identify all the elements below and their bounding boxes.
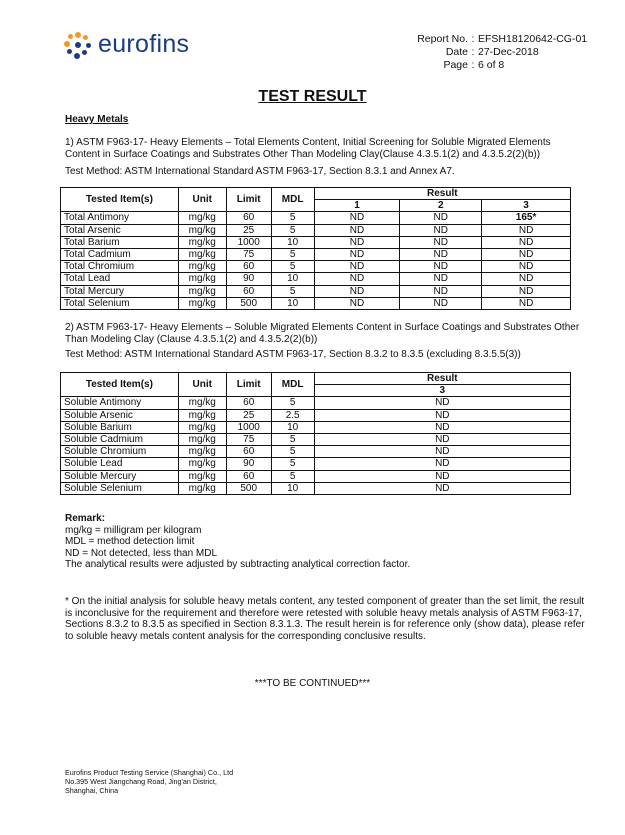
cell-item: Soluble Barium bbox=[61, 421, 179, 433]
col-header-result: Result bbox=[314, 373, 570, 385]
cell-limit: 60 bbox=[226, 397, 271, 409]
cell-item: Soluble Antimony bbox=[61, 397, 179, 409]
cell-item: Total Barium bbox=[61, 236, 179, 248]
col-header-item: Tested Item(s) bbox=[61, 373, 179, 397]
cell-unit: mg/kg bbox=[178, 409, 226, 421]
cell-limit: 90 bbox=[226, 273, 271, 285]
total-elements-table bbox=[60, 187, 571, 310]
continued-text: ***TO BE CONTINUED*** bbox=[254, 678, 371, 689]
table-row bbox=[61, 458, 571, 470]
report-date-value: 27-Dec-2018 bbox=[478, 46, 539, 58]
cell-mdl: 10 bbox=[271, 236, 314, 248]
footnote: * On the initial analysis for soluble heavy metals content, any tested component of greater than the set limit, the result is inconclusive for the requirement and therefore were retested with soluble heavy metals analysis of ASTM F963-17, Sections 8.3.2 to 8.3.5 as specified in Section 8.3.1.3. The result herein is for reference only (show data), please refer to soluble heavy metals content analysis for the corresponding conclusive results. bbox=[65, 596, 585, 642]
cell-unit: mg/kg bbox=[178, 285, 226, 297]
cell-unit: mg/kg bbox=[178, 236, 226, 248]
cell-unit: mg/kg bbox=[178, 248, 226, 260]
cell-mdl: 5 bbox=[271, 446, 314, 458]
cell-r3: ND bbox=[482, 224, 571, 236]
cell-r2: ND bbox=[400, 236, 482, 248]
cell-item: Total Lead bbox=[61, 273, 179, 285]
table-row bbox=[61, 397, 571, 409]
cell-r1: ND bbox=[314, 224, 400, 236]
soluble-elements-table bbox=[60, 372, 571, 495]
cell-r3: ND bbox=[314, 433, 570, 445]
report-date-row: Date : 27-Dec-2018 bbox=[410, 46, 587, 59]
report-number-value: EFSH18120642-CG-01 bbox=[478, 33, 588, 45]
test1-method: Test Method: ASTM International Standard ASTM F963-17, Section 8.3.1 and Annex A7. bbox=[65, 166, 455, 177]
remark-line: The analytical results were adjusted by subtracting analytical correction factor. bbox=[65, 559, 411, 571]
table-row bbox=[61, 236, 571, 248]
cell-r2: ND bbox=[400, 285, 482, 297]
table-header-row bbox=[61, 373, 571, 385]
report-number-row: Report No. : EFSH18120642-CG-01 bbox=[410, 33, 587, 46]
cell-mdl: 10 bbox=[271, 273, 314, 285]
cell-unit: mg/kg bbox=[178, 470, 226, 482]
cell-mdl: 5 bbox=[271, 212, 314, 224]
table-row bbox=[61, 446, 571, 458]
table-row bbox=[61, 482, 571, 494]
remark-line: MDL = method detection limit bbox=[65, 536, 195, 548]
page-title: TEST RESULT bbox=[258, 88, 367, 105]
cell-r1: ND bbox=[314, 248, 400, 260]
remark-title: Remark bbox=[65, 513, 102, 524]
eurofins-logo bbox=[64, 30, 189, 59]
cell-limit: 90 bbox=[226, 458, 271, 470]
cell-r3: 165* bbox=[482, 212, 571, 224]
cell-r3: ND bbox=[482, 236, 571, 248]
cell-limit: 25 bbox=[226, 409, 271, 421]
table-row bbox=[61, 248, 571, 260]
col-header-mdl: MDL bbox=[271, 373, 314, 397]
address-line: Shanghai, China bbox=[65, 786, 119, 795]
cell-r2: ND bbox=[400, 248, 482, 260]
cell-r3: ND bbox=[314, 482, 570, 494]
table-row bbox=[61, 273, 571, 285]
cell-limit: 75 bbox=[226, 248, 271, 260]
cell-item: Total Chromium bbox=[61, 261, 179, 273]
logo-dots-icon bbox=[64, 31, 92, 59]
col-header-unit: Unit bbox=[178, 373, 226, 397]
cell-r3: ND bbox=[314, 397, 570, 409]
cell-mdl: 5 bbox=[271, 397, 314, 409]
table-row bbox=[61, 297, 571, 309]
address-line: Eurofins Product Testing Service (Shanghai) Co., Ltd bbox=[65, 768, 234, 777]
col-header-limit: Limit bbox=[226, 373, 271, 397]
cell-mdl: 5 bbox=[271, 458, 314, 470]
table-row bbox=[61, 433, 571, 445]
col-header-sample-1: 1 bbox=[314, 200, 400, 212]
cell-r3: ND bbox=[482, 285, 571, 297]
cell-limit: 60 bbox=[226, 285, 271, 297]
report-info bbox=[410, 33, 587, 72]
table-row bbox=[61, 285, 571, 297]
cell-limit: 60 bbox=[226, 261, 271, 273]
report-page-label: Page bbox=[443, 59, 468, 71]
address-line: No.395 West Jiangchang Road, Jing'an District, bbox=[65, 777, 217, 786]
cell-limit: 60 bbox=[226, 470, 271, 482]
table-row bbox=[61, 212, 571, 224]
logo-text: eurofins bbox=[98, 30, 190, 58]
cell-r1: ND bbox=[314, 273, 400, 285]
cell-r1: ND bbox=[314, 236, 400, 248]
cell-r2: ND bbox=[400, 212, 482, 224]
cell-item: Soluble Arsenic bbox=[61, 409, 179, 421]
cell-r3: ND bbox=[314, 409, 570, 421]
cell-limit: 1000 bbox=[226, 236, 271, 248]
cell-mdl: 5 bbox=[271, 224, 314, 236]
table-row bbox=[61, 224, 571, 236]
cell-mdl: 5 bbox=[271, 261, 314, 273]
col-header-limit: Limit bbox=[226, 188, 271, 212]
cell-mdl: 2.5 bbox=[271, 409, 314, 421]
test2-method: Test Method: ASTM International Standard ASTM F963-17, Section 8.3.2 to 8.3.5 (excluding 8.3.5.5(3)) bbox=[65, 349, 521, 360]
cell-unit: mg/kg bbox=[178, 297, 226, 309]
cell-limit: 60 bbox=[226, 212, 271, 224]
cell-limit: 60 bbox=[226, 446, 271, 458]
report-page-value: 6 of 8 bbox=[478, 59, 505, 71]
cell-unit: mg/kg bbox=[178, 397, 226, 409]
cell-limit: 500 bbox=[226, 297, 271, 309]
cell-r2: ND bbox=[400, 273, 482, 285]
cell-r1: ND bbox=[314, 297, 400, 309]
cell-r2: ND bbox=[400, 297, 482, 309]
cell-item: Total Cadmium bbox=[61, 248, 179, 260]
cell-r3: ND bbox=[482, 297, 571, 309]
table-row bbox=[61, 261, 571, 273]
report-number-label: Report No. bbox=[417, 33, 468, 45]
cell-mdl: 10 bbox=[271, 297, 314, 309]
cell-item: Total Antimony bbox=[61, 212, 179, 224]
remark-line: mg/kg = milligram per kilogram bbox=[65, 524, 202, 536]
report-date-label: Date bbox=[445, 46, 468, 58]
cell-item: Soluble Lead bbox=[61, 458, 179, 470]
cell-item: Soluble Mercury bbox=[61, 470, 179, 482]
cell-r3: ND bbox=[314, 446, 570, 458]
cell-mdl: 10 bbox=[271, 421, 314, 433]
cell-r3: ND bbox=[314, 458, 570, 470]
cell-unit: mg/kg bbox=[178, 261, 226, 273]
cell-item: Soluble Selenium bbox=[61, 482, 179, 494]
test2-description: 2) ASTM F963-17- Heavy Elements – Soluble Migrated Elements Content in Surface Coatings and Substrates Other Than Modeling Clay (Clause 4.3.5.1(2) and 4.3.5.2(2)(b)) bbox=[65, 322, 580, 345]
cell-unit: mg/kg bbox=[178, 224, 226, 236]
col-header-sample-3: 3 bbox=[314, 385, 570, 397]
section-heading: Heavy Metals bbox=[65, 114, 129, 125]
col-header-sample-2: 2 bbox=[400, 200, 482, 212]
cell-r3: ND bbox=[314, 470, 570, 482]
table-row bbox=[61, 470, 571, 482]
table-row bbox=[61, 421, 571, 433]
cell-limit: 25 bbox=[226, 224, 271, 236]
col-header-sample-3: 3 bbox=[482, 200, 571, 212]
cell-mdl: 5 bbox=[271, 433, 314, 445]
cell-limit: 75 bbox=[226, 433, 271, 445]
cell-r1: ND bbox=[314, 212, 400, 224]
remark-block: Remark: mg/kg = milligram per kilogram MDL = method detection limit ND = Not detected, less than MDL The analytical results were adjusted by subtracting analytical correction factor. bbox=[65, 513, 411, 571]
cell-limit: 1000 bbox=[226, 421, 271, 433]
cell-r2: ND bbox=[400, 261, 482, 273]
cell-unit: mg/kg bbox=[178, 273, 226, 285]
cell-item: Total Arsenic bbox=[61, 224, 179, 236]
test1-description: 1) ASTM F963-17- Heavy Elements – Total Elements Content, Initial Screening for Soluble Migrated Elements Content in Surface Coatings and Substrates Other Than Modeling Clay(Clause 4.3.5.1(2) and 4.3.5.2(2)(b)) bbox=[65, 137, 551, 160]
cell-r1: ND bbox=[314, 285, 400, 297]
cell-mdl: 5 bbox=[271, 285, 314, 297]
cell-item: Soluble Cadmium bbox=[61, 433, 179, 445]
cell-r3: ND bbox=[314, 421, 570, 433]
cell-mdl: 5 bbox=[271, 248, 314, 260]
cell-unit: mg/kg bbox=[178, 212, 226, 224]
col-header-item: Tested Item(s) bbox=[61, 188, 179, 212]
report-page-row: Page : 6 of 8 bbox=[410, 59, 587, 72]
cell-limit: 500 bbox=[226, 482, 271, 494]
cell-r3: ND bbox=[482, 261, 571, 273]
company-address bbox=[65, 768, 233, 795]
cell-mdl: 5 bbox=[271, 470, 314, 482]
cell-unit: mg/kg bbox=[178, 446, 226, 458]
cell-item: Total Selenium bbox=[61, 297, 179, 309]
cell-unit: mg/kg bbox=[178, 421, 226, 433]
cell-item: Soluble Chromium bbox=[61, 446, 179, 458]
col-header-result: Result bbox=[314, 188, 570, 200]
cell-r3: ND bbox=[482, 248, 571, 260]
cell-unit: mg/kg bbox=[178, 482, 226, 494]
table-row bbox=[61, 409, 571, 421]
remark-line: ND = Not detected, less than MDL bbox=[65, 547, 218, 559]
cell-mdl: 10 bbox=[271, 482, 314, 494]
cell-unit: mg/kg bbox=[178, 458, 226, 470]
table-header-row bbox=[61, 188, 571, 200]
col-header-unit: Unit bbox=[178, 188, 226, 212]
cell-r3: ND bbox=[482, 273, 571, 285]
col-header-mdl: MDL bbox=[271, 188, 314, 212]
cell-r1: ND bbox=[314, 261, 400, 273]
cell-r2: ND bbox=[400, 224, 482, 236]
cell-unit: mg/kg bbox=[178, 433, 226, 445]
cell-item: Total Mercury bbox=[61, 285, 179, 297]
